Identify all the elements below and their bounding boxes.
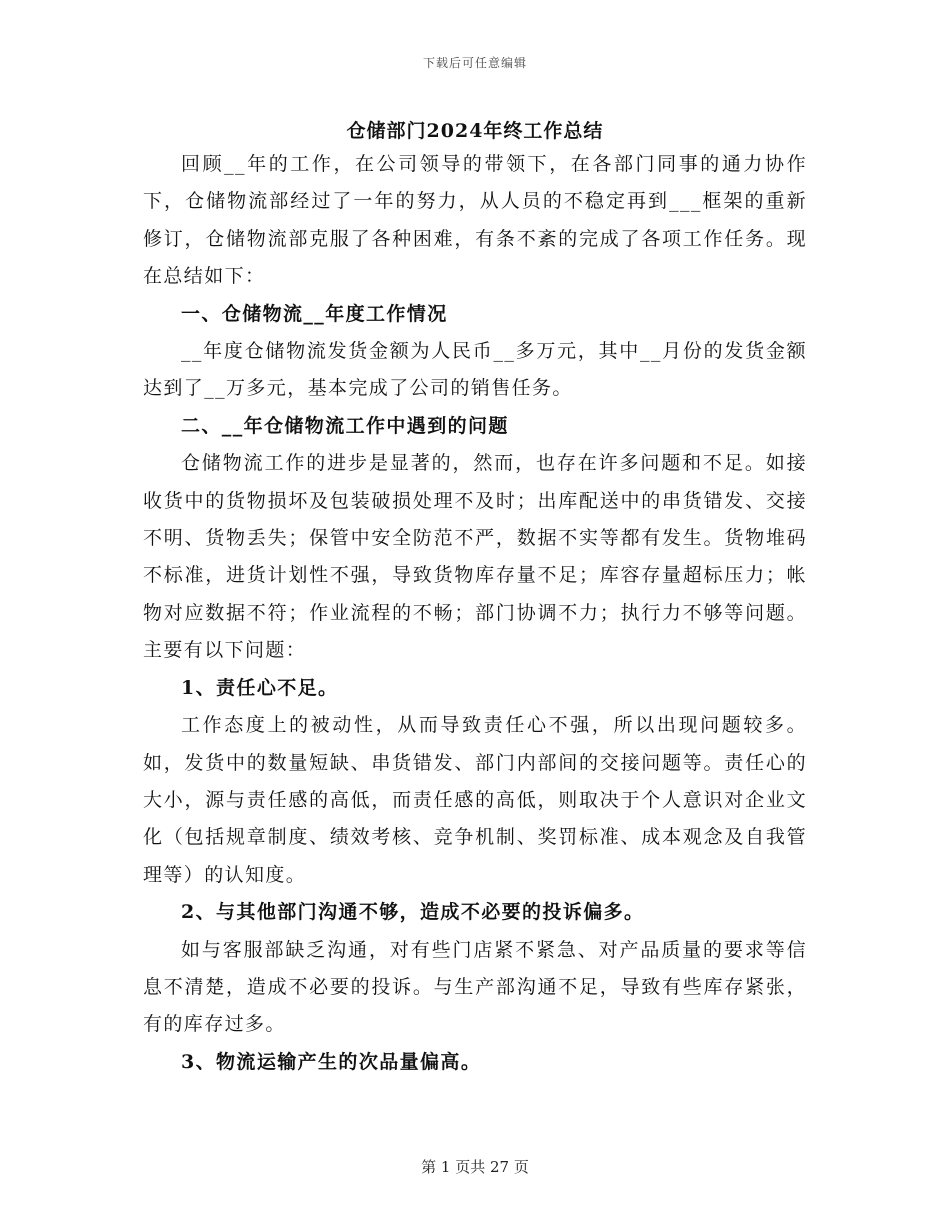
section-heading-annual-work: 一、仓储物流__年度工作情况 — [181, 302, 448, 325]
responsibility-paragraph: 工作态度上的被动性，从而导致责任心不强，所以出现问题较多。如，发货中的数量短缺、串货错发、部门内部间的交接问题等。责任心的大小，源与责任感的高低，而责任感的高低，则取决于个人意识对企业文化（包括规章制度、绩效考核、竞争机制、奖罚标准、成本观念及自我管理等）的认知度。 — [143, 714, 807, 886]
problems-paragraph: 仓储物流工作的进步是显著的，然而，也存在许多问题和不足。如接收货中的货物损坏及包装破损处理不及时；出库配送中的串货错发、交接不明、货物丢失；保管中安全防范不严，数据不实等都有发生。货物堆码不标准，进货计划性不强，导致货物库存量不足；库容存量超标压力；帐物对应数据不符；作业流程的不畅；部门协调不力；执行力不够等问题。主要有以下问题： — [143, 452, 807, 662]
subheading-communication: 2、与其他部门沟通不够，造成不必要的投诉偏多。 — [181, 901, 645, 924]
subheading-defects: 3、物流运输产生的次品量偏高。 — [181, 1050, 482, 1073]
intro-paragraph: 回顾__年的工作，在公司领导的带领下，在各部门同事的通力协作下，仓储物流部经过了一年的努力，从人员的不稳定再到___框架的重新修订，仓储物流部克服了各种困难，有条不紊的完成了各项工作任务。现在总结如下： — [143, 153, 807, 288]
communication-paragraph: 如与客服部缺乏沟通，对有些门店紧不紧急、对产品质量的要求等信息不清楚，造成不必要的投诉。与生产部沟通不足，导致有些库存紧张，有的库存过多。 — [143, 938, 807, 1036]
header-note: 下载后可任意编辑 — [422, 56, 527, 70]
section-heading-problems: 二、__年仓储物流工作中遇到的问题 — [181, 414, 509, 437]
document-body — [143, 146, 807, 1081]
annual-work-paragraph: __年度仓储物流发货金额为人民币__多万元，其中__月份的发货金额达到了__万多元，基本完成了公司的销售任务。 — [143, 340, 807, 400]
subheading-responsibility: 1、责任心不足。 — [181, 676, 339, 699]
page-number-footer: 第 1 页共 27 页 — [421, 1158, 529, 1176]
document-title: 仓储部门2024年终工作总结 — [346, 120, 604, 142]
